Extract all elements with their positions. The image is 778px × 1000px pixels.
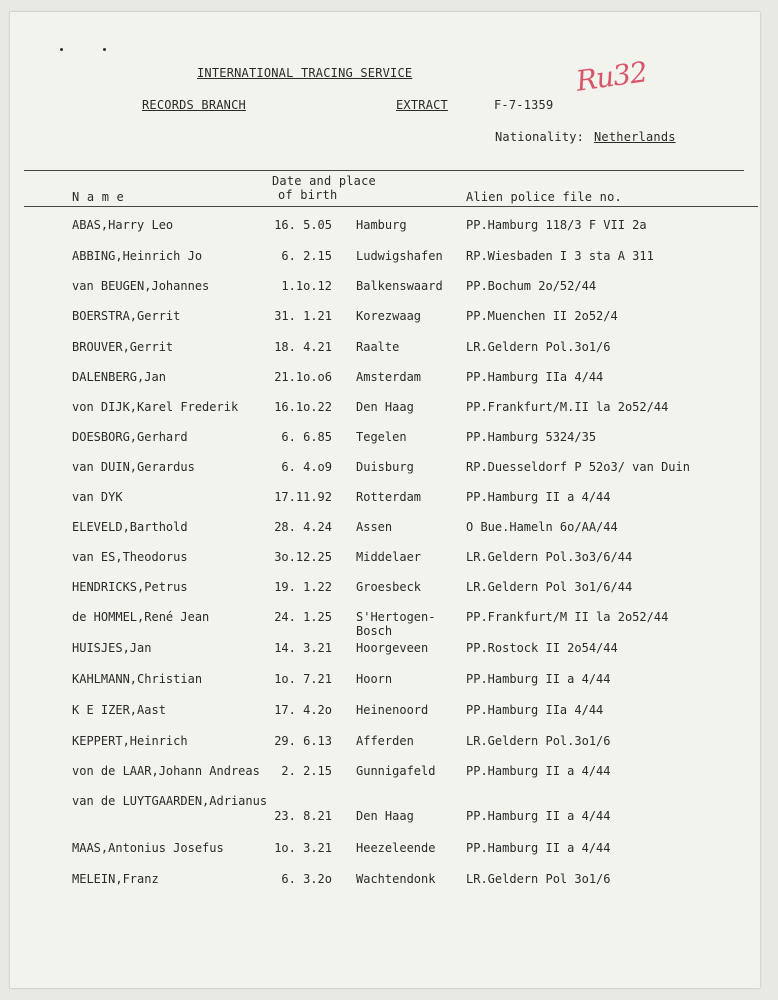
file-cell: PP.Hamburg II a 4/44 [466,764,611,778]
date-cell: 28. 4.24 [274,520,332,534]
file-cell: PP.Hamburg II a 4/44 [466,672,611,686]
date-cell: 6. 4.o9 [281,460,332,474]
table-row [10,460,760,476]
file-cell: O Bue.Hameln 6o/AA/44 [466,520,618,534]
nationality-value: Netherlands [594,130,676,144]
file-cell: LR.Geldern Pol 3o1/6 [466,872,611,886]
name-cell: ELEVELD,Barthold [72,520,188,534]
name-cell: van de LUYTGAARDEN,Adrianus [72,794,268,808]
table-row [10,672,760,688]
date-cell: 23. 8.21 [274,809,332,823]
place-cell: Heezeleende [356,841,436,855]
name-cell: DALENBERG,Jan [72,370,166,384]
date-cell: 1o. 3.21 [274,841,332,855]
name-cell: ABBING,Heinrich Jo [72,249,203,263]
date-cell: 14. 3.21 [274,641,332,655]
table-row [10,279,760,295]
file-cell: PP.Hamburg II a 4/44 [466,841,611,855]
table-row [10,794,760,810]
name-cell: HENDRICKS,Petrus [72,580,188,594]
file-cell: PP.Frankfurt/M.II la 2o52/44 [466,400,669,414]
date-cell: 16.1o.22 [274,400,332,414]
file-cell: LR.Geldern Pol.3o3/6/44 [466,550,633,564]
name-cell: MAAS,Antonius Josefus [72,841,224,855]
table-row [10,610,760,638]
name-cell: BOERSTRA,Gerrit [72,309,181,323]
branch-label: RECORDS BRANCH [142,98,246,112]
date-cell: 6. 2.15 [281,249,332,263]
file-cell: PP.Hamburg IIa 4/44 [466,370,604,384]
file-cell: LR.Geldern Pol.3o1/6 [466,340,611,354]
name-cell: van DYK [72,490,123,504]
date-cell: 17. 4.2o [274,703,332,717]
table-row [10,841,760,857]
table-row [10,580,760,596]
table-row [10,309,760,325]
column-header-file: Alien police file no. [466,190,622,204]
place-cell: Wachtendonk [356,872,436,886]
date-cell: 6. 6.85 [281,430,332,444]
name-cell: van ES,Theodorus [72,550,188,564]
place-cell: Heinenoord [356,703,429,717]
table-row [10,249,760,265]
place-cell: S'Hertogen- [356,610,436,624]
table-row [10,490,760,506]
date-cell: 18. 4.21 [274,340,332,354]
place-cell: Hoorn [356,672,393,686]
place-cell: Afferden [356,734,414,748]
name-cell: van DUIN,Gerardus [72,460,195,474]
file-cell: PP.Hamburg 118/3 F VII 2a [466,218,647,232]
date-cell: 29. 6.13 [274,734,332,748]
name-cell: van BEUGEN,Johannes [72,279,210,293]
date-cell: 2. 2.15 [281,764,332,778]
divider-top [24,170,744,171]
place-cell: Groesbeck [356,580,422,594]
table-row [10,764,760,780]
place-cell: Assen [356,520,393,534]
divider-header [24,206,758,207]
name-cell: MELEIN,Franz [72,872,159,886]
file-cell: LR.Geldern Pol.3o1/6 [466,734,611,748]
date-cell: 31. 1.21 [274,309,332,323]
file-cell: PP.Hamburg IIa 4/44 [466,703,604,717]
table-row [10,872,760,888]
punch-mark [60,48,63,51]
place-cell: Middelaer [356,550,422,564]
table-row [10,641,760,657]
table-row [10,703,760,719]
column-header-date-2: of birth [278,188,338,202]
file-cell: PP.Hamburg 5324/35 [466,430,597,444]
reference-number: F-7-1359 [494,98,554,112]
name-cell: KAHLMANN,Christian [72,672,203,686]
name-cell: KEPPERT,Heinrich [72,734,188,748]
place-cell: Balkenswaard [356,279,443,293]
date-cell: 21.1o.o6 [274,370,332,384]
date-cell: 16. 5.05 [274,218,332,232]
handwritten-annotation: Ru32 [574,55,649,98]
place-cell: Hoorgeveen [356,641,429,655]
table-row [10,809,760,825]
table-row [10,520,760,536]
column-header-name: N a m e [72,190,124,204]
name-cell: von de LAAR,Johann Andreas [72,764,260,778]
place-cell: Tegelen [356,430,407,444]
table-row [10,550,760,566]
file-cell: PP.Hamburg II a 4/44 [466,490,611,504]
table-row [10,430,760,446]
place-cell-continued: Bosch [356,624,393,638]
file-cell: PP.Bochum 2o/52/44 [466,279,597,293]
place-cell: Hamburg [356,218,407,232]
file-cell: RP.Wiesbaden I 3 sta A 311 [466,249,654,263]
place-cell: Korezwaag [356,309,422,323]
place-cell: Ludwigshafen [356,249,443,263]
date-cell: 19. 1.22 [274,580,332,594]
file-cell: RP.Duesseldorf P 52o3/ van Duin [466,460,690,474]
document-title: INTERNATIONAL TRACING SERVICE [197,66,413,80]
name-cell: BROUVER,Gerrit [72,340,174,354]
document-page [10,12,760,988]
date-cell: 17.11.92 [274,490,332,504]
place-cell: Gunnigafeld [356,764,436,778]
table-row [10,370,760,386]
date-cell: 1.1o.12 [281,279,332,293]
table-row [10,734,760,750]
file-cell: PP.Frankfurt/M II la 2o52/44 [466,610,669,624]
place-cell: Amsterdam [356,370,422,384]
column-header-date-1: Date and place [272,174,376,188]
punch-mark [103,48,106,51]
place-cell: Duisburg [356,460,414,474]
table-row [10,340,760,356]
place-cell: Den Haag [356,809,414,823]
date-cell: 24. 1.25 [274,610,332,624]
file-cell: PP.Rostock II 2o54/44 [466,641,618,655]
name-cell: von DIJK,Karel Frederik [72,400,239,414]
table-row [10,218,760,234]
file-cell: LR.Geldern Pol 3o1/6/44 [466,580,633,594]
extract-label: EXTRACT [396,98,448,112]
place-cell: Den Haag [356,400,414,414]
name-cell: K E IZER,Aast [72,703,166,717]
place-cell: Raalte [356,340,400,354]
place-cell: Rotterdam [356,490,422,504]
file-cell: PP.Hamburg II a 4/44 [466,809,611,823]
name-cell: DOESBORG,Gerhard [72,430,188,444]
table-row [10,400,760,416]
nationality-label: Nationality: [495,130,585,144]
name-cell: ABAS,Harry Leo [72,218,174,232]
name-cell: HUISJES,Jan [72,641,152,655]
file-cell: PP.Muenchen II 2o52/4 [466,309,618,323]
date-cell: 3o.12.25 [274,550,332,564]
date-cell: 1o. 7.21 [274,672,332,686]
date-cell: 6. 3.2o [281,872,332,886]
name-cell: de HOMMEL,René Jean [72,610,210,624]
